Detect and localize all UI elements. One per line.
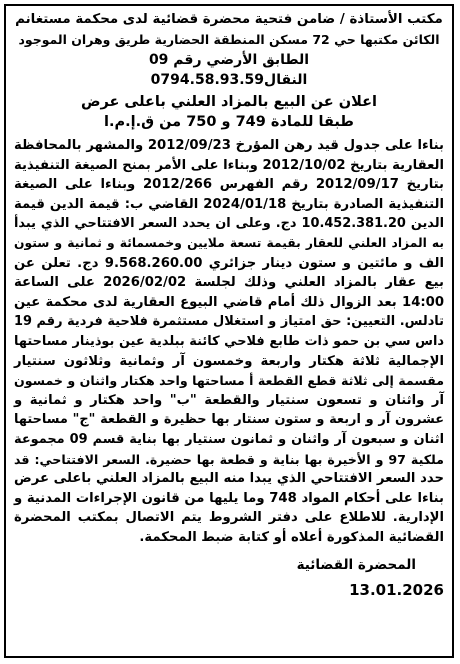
header-line: الطابق الأرضي رقم 09: [148, 52, 310, 68]
date-text: 13.01.2026: [349, 581, 444, 600]
header-phone: النقال0794.58.93.59: [150, 72, 308, 88]
header-line: مكتب الأستاذة / ضامن فتحية محضرة قضائية لدى محكمة مستغانم: [15, 12, 443, 27]
notice-body: [14, 136, 444, 547]
body-line: الإجمالية ثلاثة هكتار واربعة وخمسون آر وثمانية وثلاثون سنتيار: [14, 353, 444, 369]
header-line: الكائن مكتبها حي 72 مسكن المنطقة الحضارية طريق وهران الموجود: [18, 32, 440, 47]
body-line: به المزاد العلني للعقار بقيمة تسعة ملايين وخمسمائة و ثمانية و ستون: [14, 235, 444, 250]
body-line: بتاريخ 2012/09/17 رقم الفهرس 2012/266 وبناءا على الصيغة: [14, 177, 444, 193]
body-line: التنفيذية الصادرة بتاريخ 2024/01/18 القاضي ب: قيمة الدين قيمة: [14, 196, 445, 212]
notice-date: [14, 579, 444, 601]
body-line: القضائية المذكورة أعلاه أو كتابة ضبط المحكمة.: [139, 529, 444, 545]
body-line: اثنان و سبعون آر واثنان و ثمانون سنتيار بها بناية قسم 09 مجموعة: [14, 431, 445, 447]
body-line: بناءا على أحكام المواد 748 وما يليها من قانون الإجراءات المدنية و: [14, 490, 445, 506]
title-line: اعلان عن البيع بالمزاد العلني باعلى عرض: [80, 94, 378, 110]
body-line: ملكية 97 و الأخيرة بها بناية و قطعة بها حضيرة. السعر الافتتاحي: قد: [14, 451, 444, 467]
body-line: مقسمة إلى ثلاثة قطع القطعة أ مساحتها واحد هكتار واثنان و خمسون: [14, 373, 444, 389]
body-line: حدد السعر الافتتاحي الذي يبدا منه البيع بالمزاد العلني باعلى عرض: [14, 471, 444, 487]
body-line: 14:00 بعد الزوال ذلك أمام قاضي البيوع العقارية لدى محكمة عين: [14, 294, 444, 310]
signature-label: المحضرة القضائية: [296, 557, 416, 574]
body-line: الف و مائتين و ستون دينار جزائري 9.568.260.00 دج. تعلن عن: [14, 255, 444, 271]
body-line: الإدارية. للاطلاع على دفتر الشروط يتم الاتصال بمكتب المحضرة: [14, 510, 444, 526]
notice-title: [14, 92, 444, 132]
bailiff-office-header: [14, 10, 444, 90]
body-line: الدين 10.452.381.20 دج. وعلى ان يحدد السعر الافتتاحي الذي يبدأ: [14, 216, 444, 232]
body-line: بيع عقار بالمزاد العلني وذلك لجلسة 2026/02/02 على الساعة: [14, 275, 445, 291]
body-line: بناءا على جدول قيد رهن المؤرخ 2012/09/23 والمشهر بالمحافظة: [14, 138, 444, 153]
body-line: عشرون آر و اربعة و ستون سنتار بها حظيرة و القطعة "ج" مساحتها: [14, 412, 444, 428]
body-line: داس سي بن حمو ذات طابع فلاحي كائنة ببلدية عين بوذينار مساحتها: [14, 333, 444, 349]
notice-frame: [4, 4, 454, 658]
body-line: آر واثنان و تسعون سنتيار والقطعة "ب" واحد هكتار و ثمانية و: [14, 392, 444, 408]
body-line: العقارية بتاريخ 2012/10/02 وبناءا على الأمر بمنح الصيغة التنفيذية: [14, 157, 444, 173]
title-line: طبقا للمادة 749 و 750 من ق.إ.م.ا: [104, 114, 354, 130]
body-line: تادلس. التعيين: حق امتياز و استغلال مستثمرة فلاحية فردية رقم 19: [14, 314, 444, 330]
